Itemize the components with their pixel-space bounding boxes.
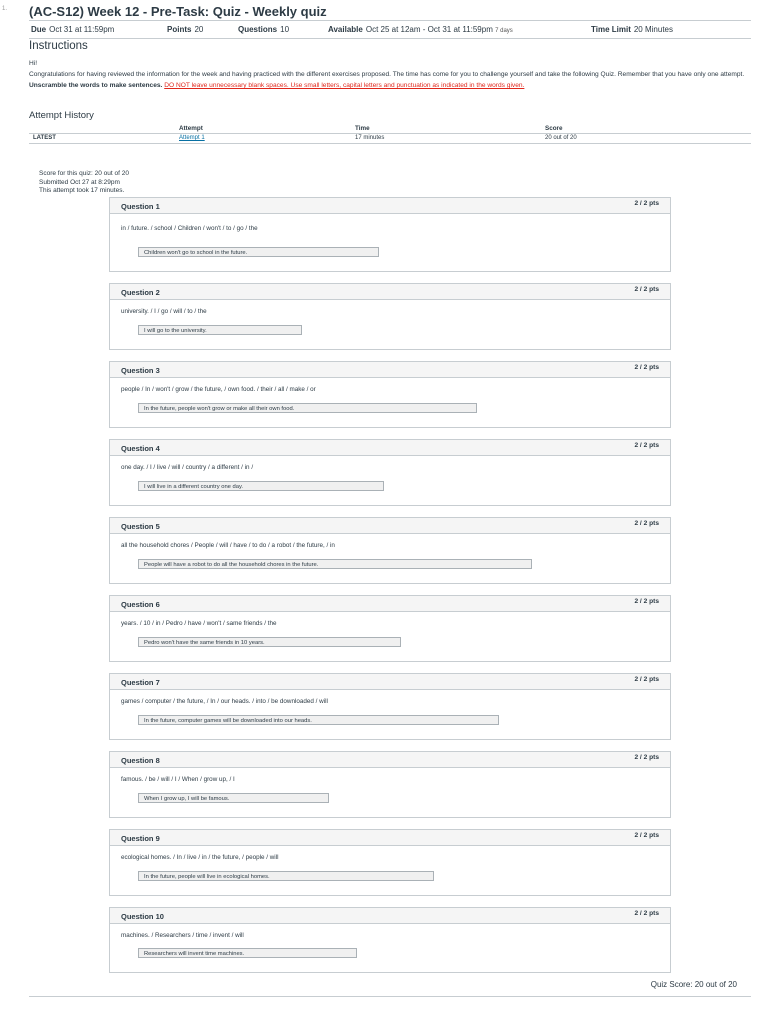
question-card (109, 907, 671, 973)
answer-field: Researchers will invent time machines. (138, 948, 357, 958)
due-label: Due (31, 25, 47, 34)
question-card (109, 197, 671, 272)
points-label: Points (167, 25, 192, 34)
question-prompt: ecological homes. / In / live / in / the future, / people / will (121, 854, 279, 861)
question-points: 2 / 2 pts (634, 286, 659, 293)
question-header (110, 752, 670, 768)
question-points: 2 / 2 pts (634, 200, 659, 207)
question-header (110, 440, 670, 456)
summary-duration: This attempt took 17 minutes. (39, 187, 125, 194)
available-days: 7 days (495, 28, 513, 34)
summary-score: Score for this quiz: 20 out of 20 (39, 170, 129, 177)
answer-field: People will have a robot to do all the household chores in the future. (138, 559, 532, 569)
question-header (110, 830, 670, 846)
attempt-history-heading: Attempt History (29, 110, 94, 121)
question-card (109, 283, 671, 350)
question-header (110, 362, 670, 378)
instructions-heading: Instructions (29, 40, 88, 52)
history-score: 20 out of 20 (545, 135, 577, 141)
answer-field: I will go to the university. (138, 325, 302, 335)
question-header (110, 908, 670, 924)
question-points: 2 / 2 pts (634, 598, 659, 605)
answer-field: Children won't go to school in the future. (138, 247, 379, 257)
available-label: Available (328, 25, 363, 34)
question-points: 2 / 2 pts (634, 754, 659, 761)
history-latest-label: LATEST (33, 135, 56, 141)
question-title: Question 2 (121, 288, 160, 297)
question-title: Question 5 (121, 522, 160, 531)
history-time: 17 minutes (355, 135, 385, 141)
summary-submitted: Submitted Oct 27 at 8:29pm (39, 178, 120, 186)
quiz-score: Quiz Score: 20 out of 20 (650, 980, 737, 989)
question-title: Question 9 (121, 834, 160, 843)
page-corner-mark: 1. (2, 6, 8, 12)
question-card (109, 673, 671, 740)
questions-label: Questions (238, 25, 278, 34)
page-title: (AC-S12) Week 12 - Pre-Task: Quiz - Weekly quiz (29, 4, 327, 19)
question-prompt: university. / I / go / will / to / the (121, 308, 207, 315)
question-points: 2 / 2 pts (634, 832, 659, 839)
question-title: Question 7 (121, 678, 160, 687)
quiz-meta-bar (29, 20, 751, 39)
instructions-body (29, 59, 751, 90)
attempt-summary (39, 170, 129, 196)
answer-field: I will live in a different country one day. (138, 481, 384, 491)
question-prompt: games / computer / the future, / In / our heads. / into / be downloaded / will (121, 698, 328, 705)
question-title: Question 10 (121, 912, 164, 921)
attempt-1-link[interactable]: Attempt 1 (179, 135, 205, 141)
question-header (110, 284, 670, 300)
question-prompt: one day. / I / live / will / country / a different / in / (121, 464, 254, 471)
question-header (110, 674, 670, 690)
question-title: Question 1 (121, 202, 160, 211)
instructions-text: Congratulations for having reviewed the information for the week and having practiced with the different exercises proposed. The time has come for you to challenge yourself and take the following Quiz. Remember that you have only one attempt. (29, 71, 745, 78)
question-card (109, 517, 671, 584)
question-prompt: in / future. / school / Children / won't / to / go / the (121, 225, 258, 232)
answer-field: Pedro won't have the same friends in 10 years. (138, 637, 401, 647)
points-value: 20 (194, 25, 204, 34)
questions-info (238, 21, 289, 38)
question-card (109, 751, 671, 818)
instructions-task (29, 81, 751, 90)
available-info (328, 21, 513, 40)
task-text: Unscramble the words to make sentences. (29, 82, 163, 89)
answer-field: When I grow up, I will be famous. (138, 793, 329, 803)
points-info (167, 21, 203, 38)
question-title: Question 3 (121, 366, 160, 375)
available-value: Oct 25 at 12am - Oct 31 at 11:59pm (365, 25, 493, 34)
divider (29, 143, 751, 144)
question-prompt: all the household chores / People / will / have / to do / a robot / the future, / in (121, 542, 335, 549)
question-header (110, 518, 670, 534)
time-limit-info (591, 21, 673, 38)
task-warning: DO NOT leave unnecessary blank spaces. Use small letters, capital letters and punctuation as indicated in the words given. (164, 82, 525, 89)
question-card (109, 595, 671, 662)
instructions-greeting: Hi! (29, 60, 38, 67)
question-title: Question 4 (121, 444, 160, 453)
answer-field: In the future, people will live in ecological homes. (138, 871, 434, 881)
time-limit-label: Time Limit (591, 25, 631, 34)
question-prompt: famous. / be / will / I / When / grow up, / I (121, 776, 235, 783)
question-points: 2 / 2 pts (634, 442, 659, 449)
divider (29, 996, 751, 997)
question-header (110, 198, 670, 214)
answer-field: In the future, people won't grow or make all their own food. (138, 403, 477, 413)
question-points: 2 / 2 pts (634, 520, 659, 527)
question-card (109, 439, 671, 506)
questions-value: 10 (280, 25, 290, 34)
history-col-time: Time (355, 125, 370, 132)
question-header (110, 596, 670, 612)
question-title: Question 6 (121, 600, 160, 609)
due-info (31, 21, 114, 38)
history-col-attempt: Attempt (179, 125, 203, 132)
question-points: 2 / 2 pts (634, 364, 659, 371)
answer-field: In the future, computer games will be downloaded into our heads. (138, 715, 499, 725)
question-card (109, 829, 671, 896)
attempt-history-table (29, 124, 751, 144)
question-points: 2 / 2 pts (634, 676, 659, 683)
question-card (109, 361, 671, 428)
question-prompt: people / In / won't / grow / the future, / own food. / their / all / make / or (121, 386, 316, 393)
history-header-row (29, 124, 751, 134)
question-points: 2 / 2 pts (634, 910, 659, 917)
history-col-score: Score (545, 125, 563, 132)
time-limit-value: 20 Minutes (633, 25, 673, 34)
due-value: Oct 31 at 11:59pm (49, 25, 115, 34)
question-title: Question 8 (121, 756, 160, 765)
question-prompt: years. / 10 / in / Pedro / have / won't / same friends / the (121, 620, 277, 627)
question-prompt: machines. / Researchers / time / invent / will (121, 932, 244, 939)
